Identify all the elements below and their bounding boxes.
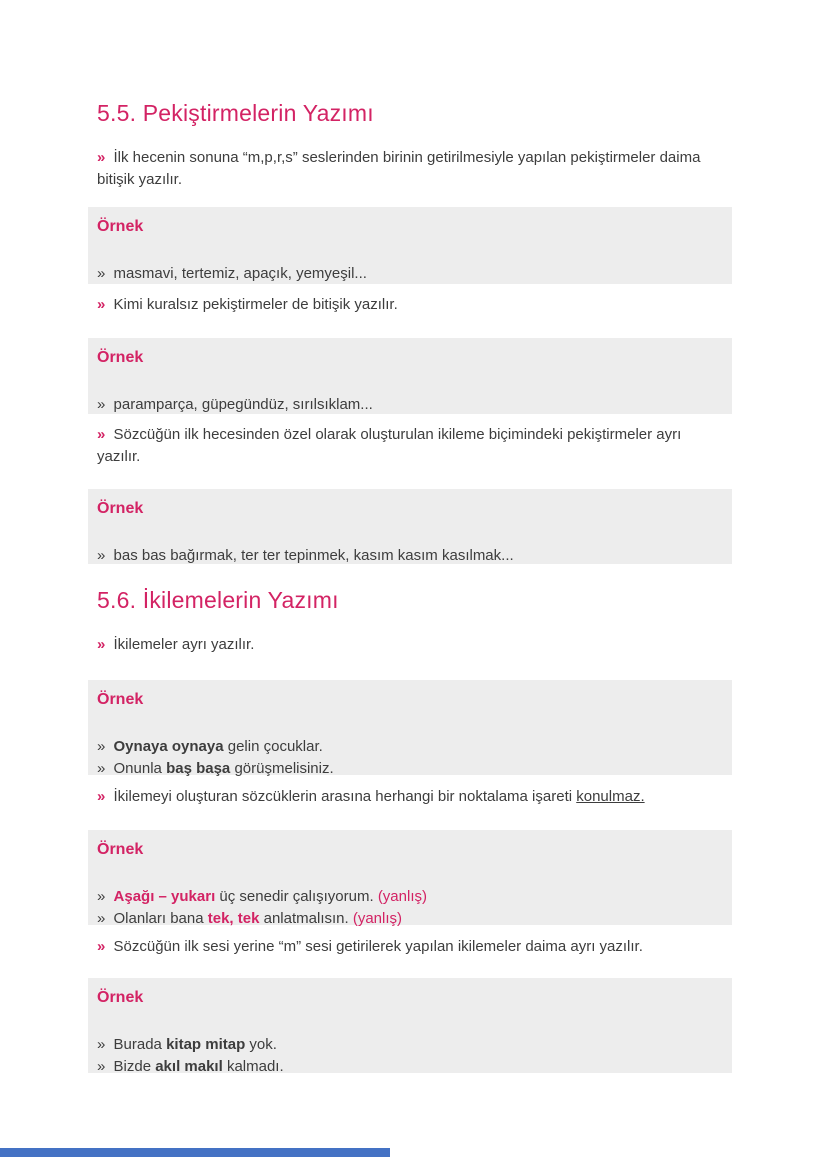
rule-text-2: Kimi kuralsız pekiştirmeler de bitişik yazılır. xyxy=(113,296,398,313)
rule-text-4: İkilemeler ayrı yazılır. xyxy=(113,636,255,653)
example-box-5 xyxy=(88,830,732,925)
example-text: üç senedir çalışıyorum. xyxy=(219,888,374,905)
rule-text-underlined: konulmaz. xyxy=(576,788,645,805)
example-label: Örnek xyxy=(97,691,144,708)
example-text: görüşmelisiniz. xyxy=(234,760,334,777)
example-bold-text: Oynaya oynaya xyxy=(113,738,224,755)
rule-text-5: İkilemeyi oluşturan sözcüklerin arasına herhangi bir noktalama işareti xyxy=(113,788,573,805)
example-bold-text: kitap mitap xyxy=(166,1036,246,1053)
section-heading-5-6: 5.6. İkilemelerin Yazımı xyxy=(97,587,339,613)
bullet-icon: » xyxy=(97,547,106,564)
bullet-icon: » xyxy=(97,426,106,443)
bullet-icon: » xyxy=(97,760,106,777)
bullet-icon: » xyxy=(97,636,106,653)
example-text: Bizde xyxy=(113,1058,152,1075)
example-line xyxy=(97,394,720,416)
rule-paragraph-5 xyxy=(97,786,721,808)
example-box-1 xyxy=(88,207,732,284)
rule-paragraph-1 xyxy=(97,147,721,191)
bullet-icon: » xyxy=(97,1058,106,1075)
example-bold-text: akıl makıl xyxy=(155,1058,223,1075)
bullet-icon: » xyxy=(97,788,106,805)
example-line xyxy=(97,1034,720,1056)
example-text-3: bas bas bağırmak, ter ter tepinmek, kasım kasım kasılmak... xyxy=(113,547,514,564)
example-wrong-bold-text: tek, tek xyxy=(207,910,260,927)
rule-paragraph-2 xyxy=(97,294,721,316)
example-text: kalmadı. xyxy=(226,1058,284,1075)
example-text: yok. xyxy=(249,1036,277,1053)
example-line xyxy=(97,886,720,908)
example-wrong-bold-text: Aşağı – yukarı xyxy=(113,888,216,905)
example-line xyxy=(97,263,720,285)
bullet-icon: » xyxy=(97,296,106,313)
example-bold-text: baş başa xyxy=(166,760,231,777)
example-line xyxy=(97,1056,720,1078)
example-label: Örnek xyxy=(97,500,144,517)
example-line xyxy=(97,736,720,758)
bullet-icon: » xyxy=(97,938,106,955)
example-text: Onunla xyxy=(113,760,162,777)
wrong-note: (yanlış) xyxy=(377,888,427,905)
example-label: Örnek xyxy=(97,989,144,1006)
example-label: Örnek xyxy=(97,841,144,858)
rule-text-1: İlk hecenin sonuna “m,p,r,s” seslerinden birinin getirilmesiyle yapılan pekiştirmeler daima bitişik yazılır. xyxy=(97,149,701,188)
example-text-1: masmavi, tertemiz, apaçık, yemyeşil... xyxy=(113,265,367,282)
bullet-icon: » xyxy=(97,1036,106,1053)
example-box-6 xyxy=(88,978,732,1073)
footer-accent-bar xyxy=(0,1148,390,1157)
example-line xyxy=(97,758,720,780)
rule-text-3: Sözcüğün ilk hecesinden özel olarak oluşturulan ikileme biçimindeki pekiştirmeler ayrı yazılır. xyxy=(97,426,682,465)
bullet-icon: » xyxy=(97,265,106,282)
example-box-2 xyxy=(88,338,732,414)
wrong-note: (yanlış) xyxy=(352,910,403,927)
example-text: gelin çocuklar. xyxy=(227,738,323,755)
example-line xyxy=(97,545,720,567)
example-box-3 xyxy=(88,489,732,564)
example-text: anlatmalısın. xyxy=(263,910,349,927)
example-line xyxy=(97,908,720,930)
example-label: Örnek xyxy=(97,349,144,366)
bullet-icon: » xyxy=(97,888,106,905)
example-text-2: paramparça, güpegündüz, sırılsıklam... xyxy=(113,396,373,413)
rule-paragraph-3 xyxy=(97,424,721,468)
rule-paragraph-4 xyxy=(97,634,721,656)
bullet-icon: » xyxy=(97,738,106,755)
bullet-icon: » xyxy=(97,149,106,166)
example-label: Örnek xyxy=(97,218,144,235)
bullet-icon: » xyxy=(97,396,106,413)
example-text: Olanları bana xyxy=(113,910,204,927)
section-heading-5-5: 5.5. Pekiştirmelerin Yazımı xyxy=(97,100,374,126)
bullet-icon: » xyxy=(97,910,106,927)
example-box-4 xyxy=(88,680,732,775)
rule-paragraph-6 xyxy=(97,936,721,958)
example-text: Burada xyxy=(113,1036,162,1053)
rule-text-6: Sözcüğün ilk sesi yerine “m” sesi getirilerek yapılan ikilemeler daima ayrı yazılır. xyxy=(113,938,643,955)
